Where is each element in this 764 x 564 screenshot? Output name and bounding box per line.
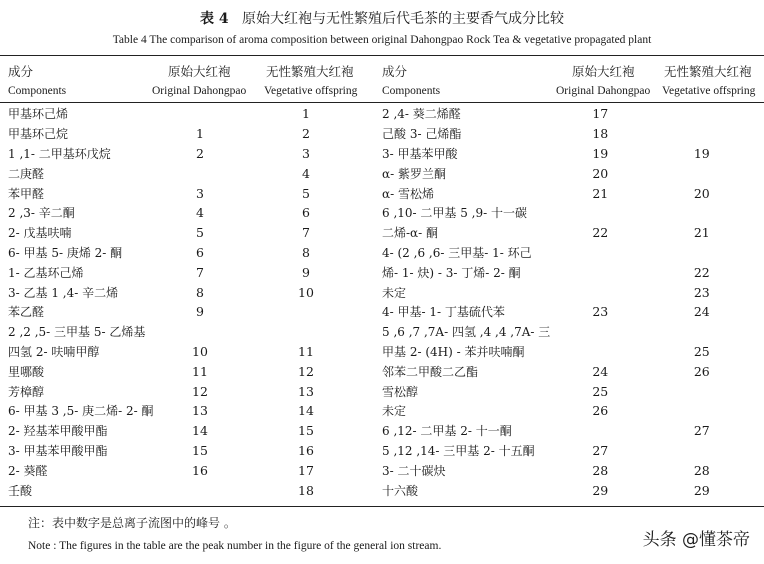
component-cell: 芳樟醇 [8, 384, 45, 399]
offspring-peak-cell: 10 [298, 284, 314, 300]
original-peak-cell: 27 [592, 442, 609, 458]
offspring-peak-cell: 3 [302, 145, 310, 161]
original-peak-cell [561, 243, 639, 263]
original-peak-cell: 9 [196, 304, 204, 320]
original-peak-cell: 21 [592, 185, 609, 201]
header-rule [0, 102, 764, 103]
component-cell: 4- (2 ,6 ,6- 三甲基- 1- 环己 [382, 245, 532, 260]
offspring-peak-cell: 8 [302, 244, 310, 260]
component-cell: 6 ,12- 二甲基 2- 十一酮 [382, 424, 512, 439]
original-peak-cell [160, 322, 240, 342]
component-cell: 壬酸 [8, 483, 33, 498]
header-original-zh-right: 原始大红袍 [572, 64, 635, 79]
original-peak-cell: 10 [192, 343, 208, 359]
original-peak-cell: 1 [196, 126, 204, 142]
original-peak-cell: 7 [196, 264, 204, 280]
table-row [8, 104, 372, 124]
component-cell: 里哪酸 [8, 364, 45, 379]
original-peak-cell: 16 [192, 462, 208, 478]
table-row [382, 381, 764, 401]
offspring-peak-cell [640, 243, 764, 263]
component-cell: 6- 甲基 5- 庚烯 2- 酮 [8, 245, 123, 260]
component-cell: 未定 [382, 285, 407, 300]
table-row [8, 480, 372, 500]
original-peak-cell: 14 [192, 423, 208, 439]
offspring-peak-cell [640, 441, 764, 461]
original-peak-cell: 25 [592, 383, 609, 399]
original-peak-cell: 17 [592, 106, 609, 122]
table-row [382, 460, 764, 480]
table-row [8, 401, 372, 421]
table-title-zh [0, 8, 764, 28]
table-row [382, 401, 764, 421]
offspring-peak-cell: 1 [302, 106, 310, 122]
offspring-peak-cell [640, 203, 764, 223]
offspring-peak-cell: 13 [298, 383, 314, 399]
component-cell: 2- 羟基苯甲酸甲酯 [8, 424, 108, 439]
table-row [382, 124, 764, 144]
component-cell: 5 ,6 ,7 ,7A- 四氢 ,4 ,4 ,7A- 三 [382, 325, 551, 340]
offspring-peak-cell [640, 124, 764, 144]
table-row [8, 282, 372, 302]
offspring-peak-cell: 15 [298, 423, 314, 439]
offspring-peak-cell [640, 401, 764, 421]
table-title-en: Table 4 The comparison of aroma composition between original Dahongpao Rock Tea & vegetative propagated plant [112, 34, 652, 46]
offspring-peak-cell: 26 [693, 363, 710, 379]
component-cell: 甲基环己烷 [8, 127, 69, 142]
offspring-peak-cell: 21 [693, 225, 710, 241]
original-peak-cell: 18 [592, 126, 609, 142]
component-cell: 未定 [382, 404, 407, 419]
table-row [382, 163, 764, 183]
component-cell: 4- 甲基- 1- 丁基硫代苯 [382, 305, 505, 320]
offspring-peak-cell: 28 [693, 462, 710, 478]
table-row [382, 243, 764, 263]
table-row [8, 144, 372, 164]
original-peak-cell: 3 [196, 185, 204, 201]
header-offspring-en-right: Vegetative offspring [662, 85, 756, 97]
offspring-peak-cell: 22 [693, 264, 710, 280]
original-peak-cell: 20 [592, 165, 609, 181]
offspring-peak-cell: 12 [298, 363, 314, 379]
offspring-peak-cell: 7 [302, 225, 310, 241]
offspring-peak-cell [640, 104, 764, 124]
component-cell: 2- 葵醛 [8, 463, 48, 478]
header-component-zh-right: 成分 [382, 64, 408, 79]
table-row [8, 262, 372, 282]
table-row [8, 223, 372, 243]
component-cell: 四氢 2- 呋喃甲醇 [8, 344, 100, 359]
component-cell: 2 ,2 ,5- 三甲基 5- 乙烯基 [8, 325, 146, 340]
offspring-peak-cell [640, 163, 764, 183]
header-original-zh-left: 原始大红袍 [168, 64, 231, 79]
component-cell: 二庚醛 [8, 166, 45, 181]
table-row [8, 163, 372, 183]
component-cell: 1- 乙基环己烯 [8, 265, 84, 280]
offspring-peak-cell [240, 302, 372, 322]
original-peak-cell [561, 322, 639, 342]
table-row [382, 282, 764, 302]
original-peak-cell: 8 [196, 284, 204, 300]
component-cell: 3- 甲基苯甲酸甲酯 [8, 443, 108, 458]
watermark: 头条 @懂茶帝 [642, 530, 750, 550]
right-table [382, 104, 764, 500]
original-peak-cell: 6 [196, 244, 204, 260]
table-number: 表 4 [200, 11, 229, 27]
original-peak-cell: 26 [592, 403, 609, 419]
header-component-en-left: Components [8, 85, 67, 97]
header-original-en-right: Original Dahongpao [556, 85, 651, 97]
component-cell: 1 ,1- 二甲基环戊烷 [8, 146, 111, 161]
component-cell: 3- 乙基 1 ,4- 辛二烯 [8, 285, 119, 300]
table-row [8, 460, 372, 480]
original-peak-cell [561, 282, 639, 302]
offspring-peak-cell: 9 [302, 264, 310, 280]
original-peak-cell: 19 [592, 145, 609, 161]
header-offspring-zh-right: 无性繁殖大红袍 [664, 64, 752, 79]
table-row [382, 480, 764, 500]
original-peak-cell [160, 480, 240, 500]
table-row [382, 361, 764, 381]
table-row [382, 322, 764, 342]
original-peak-cell: 2 [196, 145, 204, 161]
component-cell: 2 ,3- 辛二酮 [8, 206, 75, 221]
original-peak-cell [561, 262, 639, 282]
offspring-peak-cell: 11 [298, 343, 314, 359]
offspring-peak-cell: 24 [693, 304, 710, 320]
note-zh: 注：表中数字是总离子流图中的峰号 。 [28, 516, 236, 530]
component-cell: 3- 甲基苯甲酸 [382, 146, 458, 161]
header-component-en-right: Components [382, 85, 441, 97]
offspring-peak-cell: 4 [302, 165, 310, 181]
table-row [8, 243, 372, 263]
table-row [8, 342, 372, 362]
table-row [382, 104, 764, 124]
component-cell: 2 ,4- 葵二烯醛 [382, 107, 461, 122]
original-peak-cell: 29 [592, 482, 609, 498]
component-cell: 6- 甲基 3 ,5- 庚二烯- 2- 酮 [8, 404, 154, 419]
original-peak-cell: 4 [196, 205, 204, 221]
offspring-peak-cell: 5 [302, 185, 310, 201]
offspring-peak-cell: 2 [302, 126, 310, 142]
table-row [382, 342, 764, 362]
offspring-peak-cell: 19 [693, 145, 710, 161]
offspring-peak-cell: 6 [302, 205, 310, 221]
table-row [382, 223, 764, 243]
table-row [382, 262, 764, 282]
original-peak-cell: 28 [592, 462, 609, 478]
top-rule [0, 55, 764, 56]
component-cell: α- 雪松烯 [382, 186, 434, 201]
component-cell: 十六酸 [382, 483, 419, 498]
original-peak-cell [561, 203, 639, 223]
original-peak-cell: 24 [592, 363, 609, 379]
original-peak-cell [160, 163, 240, 183]
table-row [8, 302, 372, 322]
table-row [8, 361, 372, 381]
offspring-peak-cell: 18 [298, 482, 314, 498]
original-peak-cell: 22 [592, 225, 609, 241]
component-cell: α- 紫罗兰酮 [382, 166, 446, 181]
offspring-peak-cell: 20 [693, 185, 710, 201]
component-cell: 二烯-α- 酮 [382, 226, 439, 241]
component-cell: 苯乙醛 [8, 305, 45, 320]
table-row [8, 322, 372, 342]
note-en: Note : The figures in the table are the peak number in the figure of the general ion stream. [28, 540, 442, 552]
original-peak-cell: 11 [192, 363, 208, 379]
bottom-rule [0, 506, 764, 507]
header-original-en-left: Original Dahongpao [152, 85, 247, 97]
offspring-peak-cell [640, 381, 764, 401]
component-cell: 3- 二十碳炔 [382, 463, 446, 478]
component-cell: 甲基环己烯 [8, 107, 69, 122]
table-row [382, 441, 764, 461]
header-offspring-zh-left: 无性繁殖大红袍 [266, 64, 354, 79]
header-offspring-en-left: Vegetative offspring [264, 85, 358, 97]
table-row [8, 441, 372, 461]
offspring-peak-cell: 16 [298, 442, 314, 458]
component-cell: 6 ,10- 二甲基 5 ,9- 十一碳 [382, 206, 527, 221]
table-row [8, 381, 372, 401]
table-row [382, 144, 764, 164]
table-row [382, 302, 764, 322]
offspring-peak-cell: 29 [693, 482, 710, 498]
table-row [8, 203, 372, 223]
original-peak-cell [160, 104, 240, 124]
left-table [8, 104, 372, 500]
table-row [8, 124, 372, 144]
offspring-peak-cell: 23 [693, 284, 710, 300]
offspring-peak-cell: 17 [298, 462, 314, 478]
component-cell: 己酸 3- 己烯酯 [382, 127, 462, 142]
original-peak-cell: 23 [592, 304, 609, 320]
component-cell: 邻苯二甲酸二乙酯 [382, 364, 479, 379]
component-cell: 5 ,12 ,14- 三甲基 2- 十五酮 [382, 443, 535, 458]
original-peak-cell: 5 [196, 225, 204, 241]
component-cell: 甲基 2- (4H) - 苯并呋喃酮 [382, 344, 525, 359]
component-cell: 烯- 1- 炔) - 3- 丁烯- 2- 酮 [382, 265, 521, 280]
offspring-peak-cell: 27 [693, 423, 710, 439]
original-peak-cell: 13 [192, 403, 208, 419]
original-peak-cell [561, 421, 639, 441]
table-row [8, 421, 372, 441]
offspring-peak-cell: 25 [693, 343, 710, 359]
table-row [382, 421, 764, 441]
table-caption-zh: 原始大红袍与无性繁殖后代毛茶的主要香气成分比较 [241, 11, 564, 27]
header-component-zh-left: 成分 [8, 64, 34, 79]
component-cell: 雪松醇 [382, 384, 419, 399]
offspring-peak-cell: 14 [298, 403, 314, 419]
offspring-peak-cell [240, 322, 372, 342]
offspring-peak-cell [640, 322, 764, 342]
table-row [8, 183, 372, 203]
original-peak-cell: 15 [192, 442, 208, 458]
original-peak-cell: 12 [192, 383, 208, 399]
component-cell: 2- 戊基呋喃 [8, 226, 72, 241]
table-row [382, 203, 764, 223]
table-row [382, 183, 764, 203]
component-cell: 苯甲醛 [8, 186, 45, 201]
original-peak-cell [561, 342, 639, 362]
